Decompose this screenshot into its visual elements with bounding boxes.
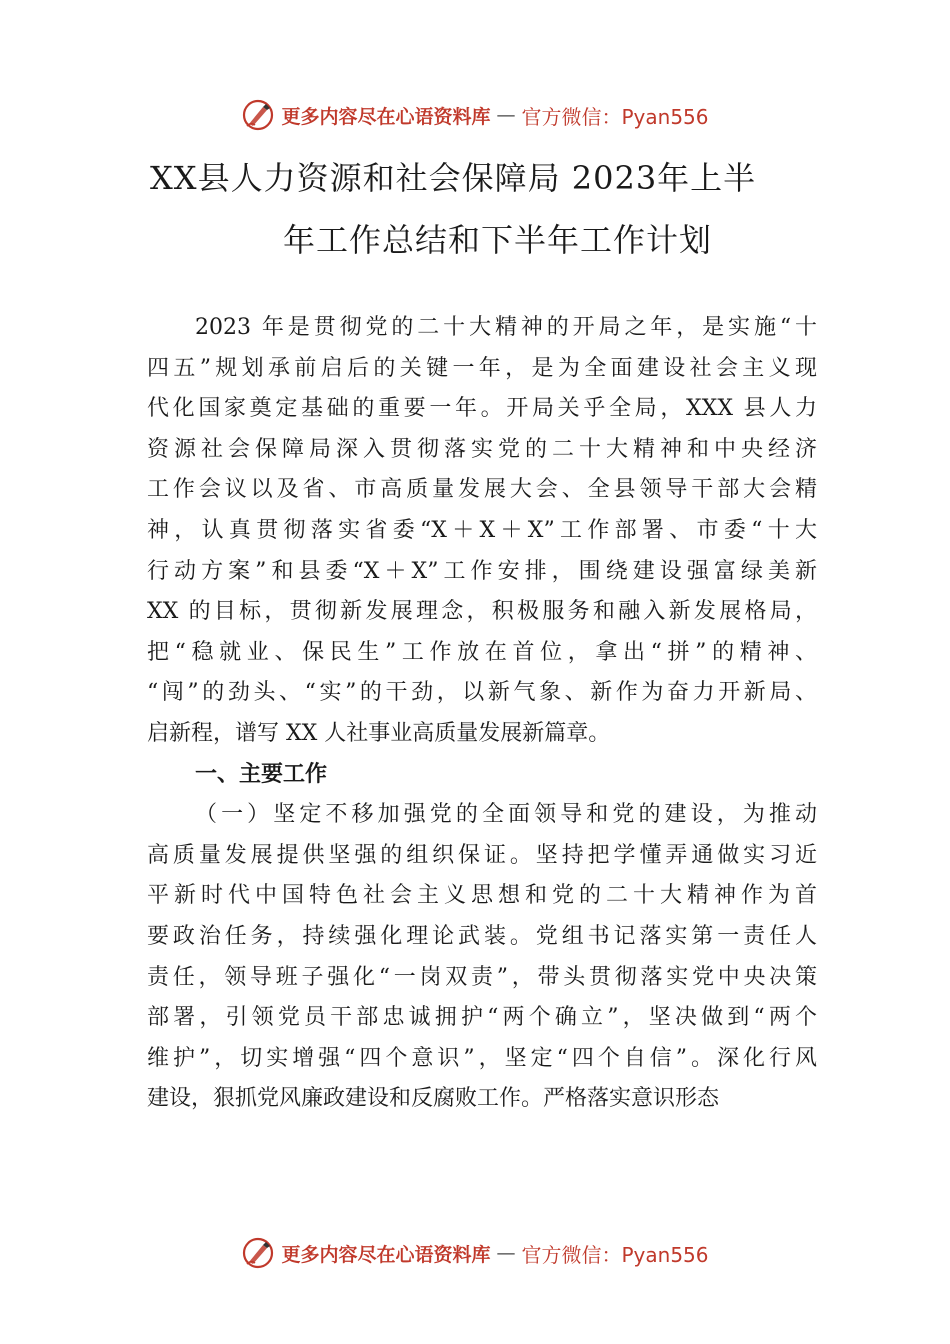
watermark-header [0,95,950,135]
watermark-wechat-text: 官方微信：Pyan556 [521,1242,709,1267]
paragraph-line: 要政治任务，持续强化理论武装。党组书记落实第一责任人 [147,923,817,949]
watermark-wechat-text: 官方微信：Pyan556 [521,104,709,129]
paragraph-line: “闯”的劲头、“实”的干劲，以新气象、新作为奋力开新局、 [147,680,817,706]
paragraph-line: 平新时代中国特色社会主义思想和党的二十大精神作为首 [147,883,817,909]
paragraph-line: 行动方案”和县委“X＋X”工作安排，围绕建设强富绿美新 [147,558,817,584]
document-title-line-2: 年工作总结和下半年工作计划 [283,221,713,259]
paragraph-line: 神，认真贯彻落实省委“X＋X＋X”工作部署、市委“十大 [147,517,817,543]
paragraph-line: 资源社会保障局深入贯彻落实党的二十大精神和中央经济 [147,436,817,462]
paragraph-line: 高质量发展提供坚强的组织保证。坚持把学懂弄通做实习近 [147,842,817,868]
document-title-line-1: XX县人力资源和社会保障局 2023年上半 [150,159,757,197]
section-heading: 一、主要工作 [195,761,328,787]
paragraph-line: 责任，领导班子强化“一岗双责”，带头贯彻落实党中央决策 [147,964,817,990]
paragraph-line: XX 的目标，贯彻新发展理念，积极服务和融入新发展格局， [147,599,817,625]
paragraph-line: 把“稳就业、保民生”工作放在首位，拿出“拼”的精神、 [147,639,817,665]
paragraph-line: 启新程，谱写 XX 人社事业高质量发展新篇章。 [147,720,611,746]
paragraph-line: （一）坚定不移加强党的全面领导和党的建设，为推动 [195,802,817,828]
paragraph-line: 工作会议以及省、市高质量发展大会、全县领导干部大会精 [147,477,817,503]
document-body [147,308,817,1120]
pen-circle-icon [241,98,275,132]
paragraph-line: 代化国家奠定基础的重要一年。开局关乎全局，XXX 县人力 [147,396,817,422]
paragraph-line: 四五”规划承前启后的关键一年，是为全面建设社会主义现 [147,355,817,381]
paragraph-line: 部署，引领党员干部忠诚拥护“两个确立”，坚决做到“两个 [147,1005,817,1031]
paragraph-line: 维护”，切实增强“四个意识”，坚定“四个自信”。深化行风 [147,1045,817,1071]
watermark-separator: — [496,104,516,126]
paragraph-line: 2023 年是贯彻党的二十大精神的开局之年，是实施“十 [195,315,817,340]
pen-circle-icon [241,1236,275,1270]
watermark-separator: — [496,1242,516,1264]
watermark-main-text: 更多内容尽在心语资料库 [281,1243,491,1266]
watermark-footer [0,1233,950,1273]
watermark-main-text: 更多内容尽在心语资料库 [281,105,491,128]
paragraph-line: 建设，狠抓党风廉政建设和反腐败工作。严格落实意识形态 [147,1086,720,1112]
